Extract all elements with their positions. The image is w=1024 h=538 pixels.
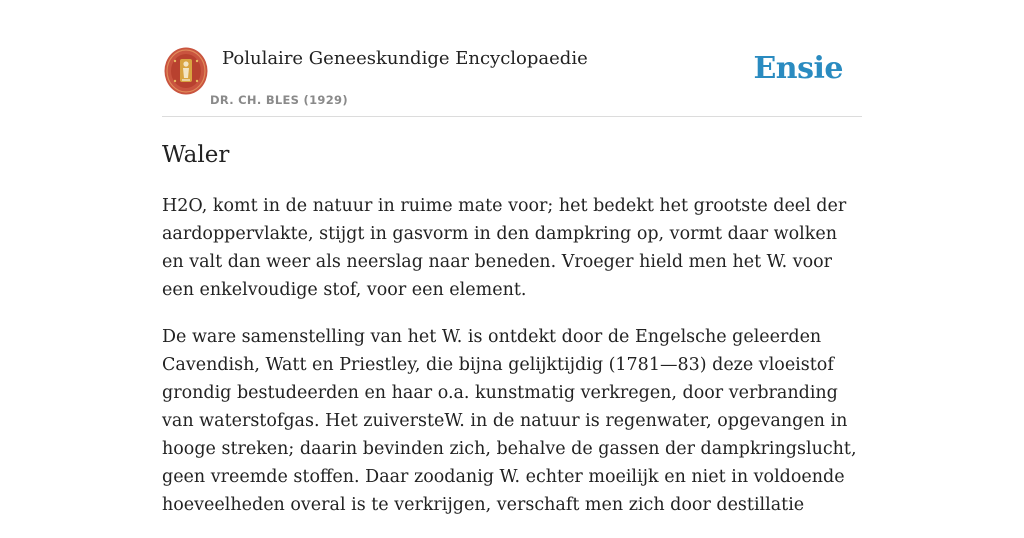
ensie-logo-link[interactable]: Ensie [753,51,843,86]
entry-title: Waler [162,142,230,168]
entry-content [162,192,862,538]
page-header [162,0,862,117]
entry-paragraph: H2O, komt in de natuur in ruime mate voor; het bedekt het grootste deel der aardoppervlakte, stijgt in gasvorm in den dampkring op, vormt daar wolken en valt dan weer als neerslag naar beneden. Vroeger hield men het W. voor een enkelvoudige stof, voor een element. [162,196,847,300]
book-author: DR. CH. BLES (1929) [210,93,348,107]
page-container [162,0,862,515]
book-title[interactable]: Polulaire Geneeskundige Encyclopaedie [222,48,588,69]
book-cover-emblem-icon[interactable] [164,47,208,95]
entry-paragraph: De ware samenstelling van het W. is ontdekt door de Engelsche geleerden Cavendish, Watt en Priestley, die bijna gelijktijdig (1781—83) deze vloeistof grondig bestudeerden en haar o.a. kunstmatig verkregen, door verbranding van waterstofgas. Het zuiversteW. in de natuur is regenwater, opgevangen in hooge streken; daarin bevinden zich, behalve de gassen der dampkringslucht, geen vreemde stoffen. Daar zoodanig W. echter moeilijk en niet in voldoende hoeveelheden overal is te verkrijgen, verschaft men zich door destillatie [162,327,857,515]
